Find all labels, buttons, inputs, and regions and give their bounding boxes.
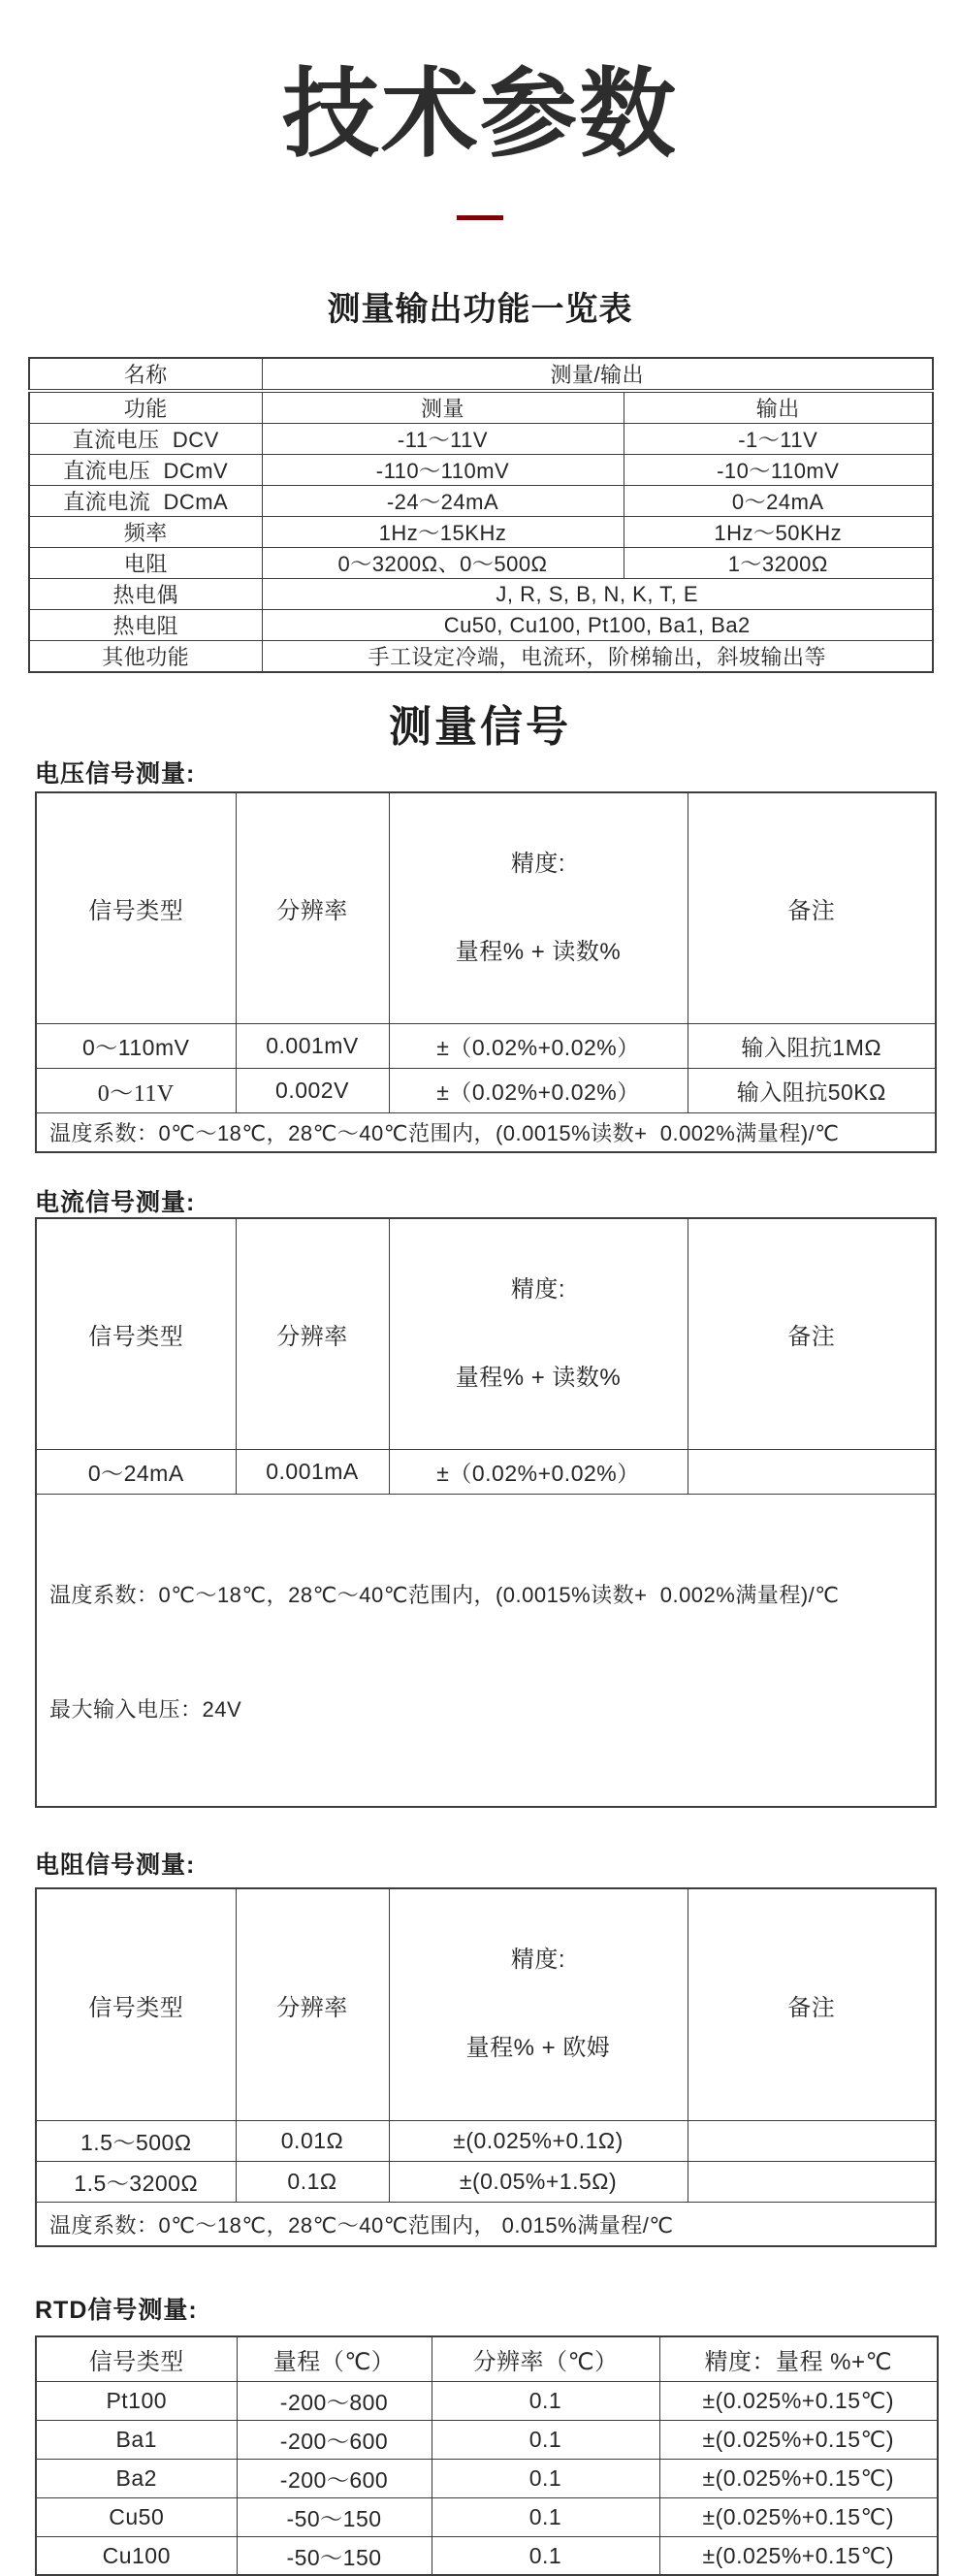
precision-cell: ±(0.025%+0.15℃): [659, 2420, 938, 2459]
precision-header-line1: 精度:: [510, 850, 566, 877]
range-cell: -200～800: [237, 2381, 432, 2420]
row-header-cell: 直流电流 DCmA: [29, 486, 262, 517]
range-cell: -50～150: [237, 2497, 432, 2536]
row-header-cell: 热电偶: [29, 579, 262, 610]
resolution-cell: 0.002V: [236, 1069, 389, 1113]
signal-type-cell: 0～24mA: [36, 1450, 236, 1495]
precision-cell: ±（0.02%+0.02%）: [389, 1069, 688, 1113]
table-header-row: [36, 1218, 936, 1450]
table-row: [36, 1024, 936, 1069]
measure-cell: -11～11V: [262, 424, 624, 455]
signal-type-cell: Ba2: [36, 2459, 237, 2497]
resolution-cell: 0.01Ω: [236, 2120, 389, 2161]
resolution-header-cell: 分辨率: [236, 1888, 389, 2120]
resistance-table-label: 电阻信号测量:: [35, 1852, 196, 1880]
table-row: [36, 2497, 938, 2536]
range-cell: -200～600: [237, 2459, 432, 2497]
note-cell: 输入阻抗1MΩ: [688, 1024, 936, 1069]
resolution-cell: 0.1: [432, 2497, 659, 2536]
table-row: [36, 1450, 936, 1495]
table-footer-row: [36, 1495, 936, 1807]
rtd-table: [35, 2335, 939, 2576]
voltage-table-label: 电压信号测量:: [35, 759, 196, 788]
temperature-coefficient-note: 温度系数：0℃～18℃，28℃～40℃范围内， 0.015%满量程/℃: [36, 2202, 936, 2246]
note-header-cell: 备注: [688, 792, 936, 1024]
precision-header-cell: [389, 1218, 688, 1450]
resolution-cell: 0.1: [432, 2459, 659, 2497]
table-header-row: [36, 1888, 936, 2120]
value-cell: Cu50, Cu100, Pt100, Ba1, Ba2: [262, 610, 933, 641]
precision-header-line1: 精度:: [510, 1947, 566, 1974]
signal-type-header-cell: 信号类型: [36, 792, 236, 1024]
measure-cell: 0～3200Ω、0～500Ω: [262, 548, 624, 579]
temperature-coefficient-note: [36, 1495, 936, 1807]
row-header-cell: 其他功能: [29, 641, 262, 673]
measure-cell: 1Hz～15KHz: [262, 517, 624, 548]
value-cell: 测量/输出: [262, 358, 933, 391]
row-header-cell: 功能: [29, 391, 262, 424]
output-cell: -10～110mV: [624, 455, 933, 486]
table-row: [36, 1069, 936, 1113]
signal-type-cell: Ba1: [36, 2420, 237, 2459]
resolution-cell: 0.1: [432, 2381, 659, 2420]
overview-heading: 测量输出功能一览表: [327, 291, 633, 328]
table-row: [29, 391, 933, 424]
measure-cell: -110～110mV: [262, 455, 624, 486]
signal-type-header-cell: 信号类型: [36, 2336, 237, 2381]
row-header-cell: 热电阻: [29, 610, 262, 641]
measure-cell: -24～24mA: [262, 486, 624, 517]
table-row: [29, 424, 933, 455]
precision-cell: ±（0.02%+0.02%）: [389, 1450, 688, 1495]
resolution-cell: 0.1: [432, 2536, 659, 2575]
table-row: [29, 610, 933, 641]
precision-header-line2: 量程% + 读数%: [455, 938, 622, 965]
table-row: [29, 517, 933, 548]
section-heading-measurement-signals: 测量信号: [389, 703, 571, 751]
signal-type-cell: 1.5～3200Ω: [36, 2161, 236, 2202]
note-header-cell: 备注: [688, 1218, 936, 1450]
voltage-table: [35, 791, 937, 1153]
table-footer-row: [36, 1113, 936, 1152]
table-row: [36, 2161, 936, 2202]
resolution-cell: 0.001mA: [236, 1450, 389, 1495]
resolution-header-cell: 分辨率: [236, 1218, 389, 1450]
table-row: [29, 358, 933, 391]
measure-header-cell: 测量: [262, 391, 624, 424]
range-header-cell: 量程（℃）: [237, 2336, 432, 2381]
table-row: [29, 641, 933, 673]
table-row: [29, 455, 933, 486]
signal-type-cell: Cu50: [36, 2497, 237, 2536]
row-header-cell: 名称: [29, 358, 262, 391]
value-cell: J, R, S, B, N, K, T, E: [262, 579, 933, 610]
signal-type-header-cell: 信号类型: [36, 1218, 236, 1450]
title-underline: [457, 215, 503, 220]
precision-cell: ±(0.025%+0.15℃): [659, 2536, 938, 2575]
table-row: [36, 2420, 938, 2459]
precision-cell: ±(0.025%+0.15℃): [659, 2381, 938, 2420]
precision-cell: ±（0.02%+0.02%）: [389, 1024, 688, 1069]
note-cell: [688, 2120, 936, 2161]
precision-header-line2: 量程% + 欧姆: [465, 2035, 611, 2062]
precision-cell: ±(0.025%+0.15℃): [659, 2459, 938, 2497]
row-header-cell: 直流电压 DCmV: [29, 455, 262, 486]
resolution-cell: 0.001mV: [236, 1024, 389, 1069]
current-table: [35, 1217, 937, 1808]
output-cell: -1～11V: [624, 424, 933, 455]
footer-line2: 最大输入电压：24V: [49, 1697, 242, 1723]
table-row: [36, 2120, 936, 2161]
note-cell: [688, 1450, 936, 1495]
precision-cell: ±(0.025%+0.1Ω): [389, 2120, 688, 2161]
row-header-cell: 直流电压 DCV: [29, 424, 262, 455]
precision-header-line1: 精度:: [510, 1275, 566, 1303]
resolution-cell: 0.1Ω: [236, 2161, 389, 2202]
table-row: [29, 579, 933, 610]
signal-type-cell: Cu100: [36, 2536, 237, 2575]
signal-type-cell: 1.5～500Ω: [36, 2120, 236, 2161]
range-cell: -50～150: [237, 2536, 432, 2575]
table-row: [36, 2381, 938, 2420]
output-cell: 1～3200Ω: [624, 548, 933, 579]
rtd-table-label: RTD信号测量:: [35, 2297, 198, 2325]
table-footer-row: [36, 2202, 936, 2246]
page-title: 技术参数: [282, 60, 678, 169]
output-header-cell: 输出: [624, 391, 933, 424]
signal-type-cell: Pt100: [36, 2381, 237, 2420]
output-cell: 1Hz～50KHz: [624, 517, 933, 548]
signal-type-cell: 0～110mV: [36, 1024, 236, 1069]
note-cell: [688, 2161, 936, 2202]
range-cell: -200～600: [237, 2420, 432, 2459]
precision-header-cell: 精度：量程 %+℃: [659, 2336, 938, 2381]
table-header-row: [36, 2336, 938, 2381]
resolution-header-cell: 分辨率: [236, 792, 389, 1024]
resolution-cell: 0.1: [432, 2420, 659, 2459]
overview-table: [28, 357, 934, 673]
signal-type-header-cell: 信号类型: [36, 1888, 236, 2120]
precision-header-cell: [389, 1888, 688, 2120]
footer-line1: 温度系数：0℃～18℃，28℃～40℃范围内，(0.0015%读数+ 0.002%满量程)/℃: [49, 1582, 840, 1607]
precision-cell: ±(0.025%+0.15℃): [659, 2497, 938, 2536]
precision-header-cell: [389, 792, 688, 1024]
current-table-label: 电流信号测量:: [35, 1188, 196, 1216]
table-row: [29, 486, 933, 517]
note-cell: 输入阻抗50KΩ: [688, 1069, 936, 1113]
resistance-table: [35, 1887, 937, 2247]
table-row: [36, 2459, 938, 2497]
output-cell: 0～24mA: [624, 486, 933, 517]
precision-header-line2: 量程% + 读数%: [455, 1364, 622, 1391]
row-header-cell: 电阻: [29, 548, 262, 579]
signal-type-cell: 0～11V: [36, 1069, 236, 1113]
precision-cell: ±(0.05%+1.5Ω): [389, 2161, 688, 2202]
table-row: [36, 2536, 938, 2575]
row-header-cell: 频率: [29, 517, 262, 548]
temperature-coefficient-note: 温度系数：0℃～18℃，28℃～40℃范围内，(0.0015%读数+ 0.002%满量程)/℃: [36, 1113, 936, 1152]
table-header-row: [36, 792, 936, 1024]
note-header-cell: 备注: [688, 1888, 936, 2120]
table-row: [29, 548, 933, 579]
resolution-header-cell: 分辨率（℃）: [432, 2336, 659, 2381]
value-cell: 手工设定冷端，电流环，阶梯输出，斜坡输出等: [262, 641, 933, 673]
